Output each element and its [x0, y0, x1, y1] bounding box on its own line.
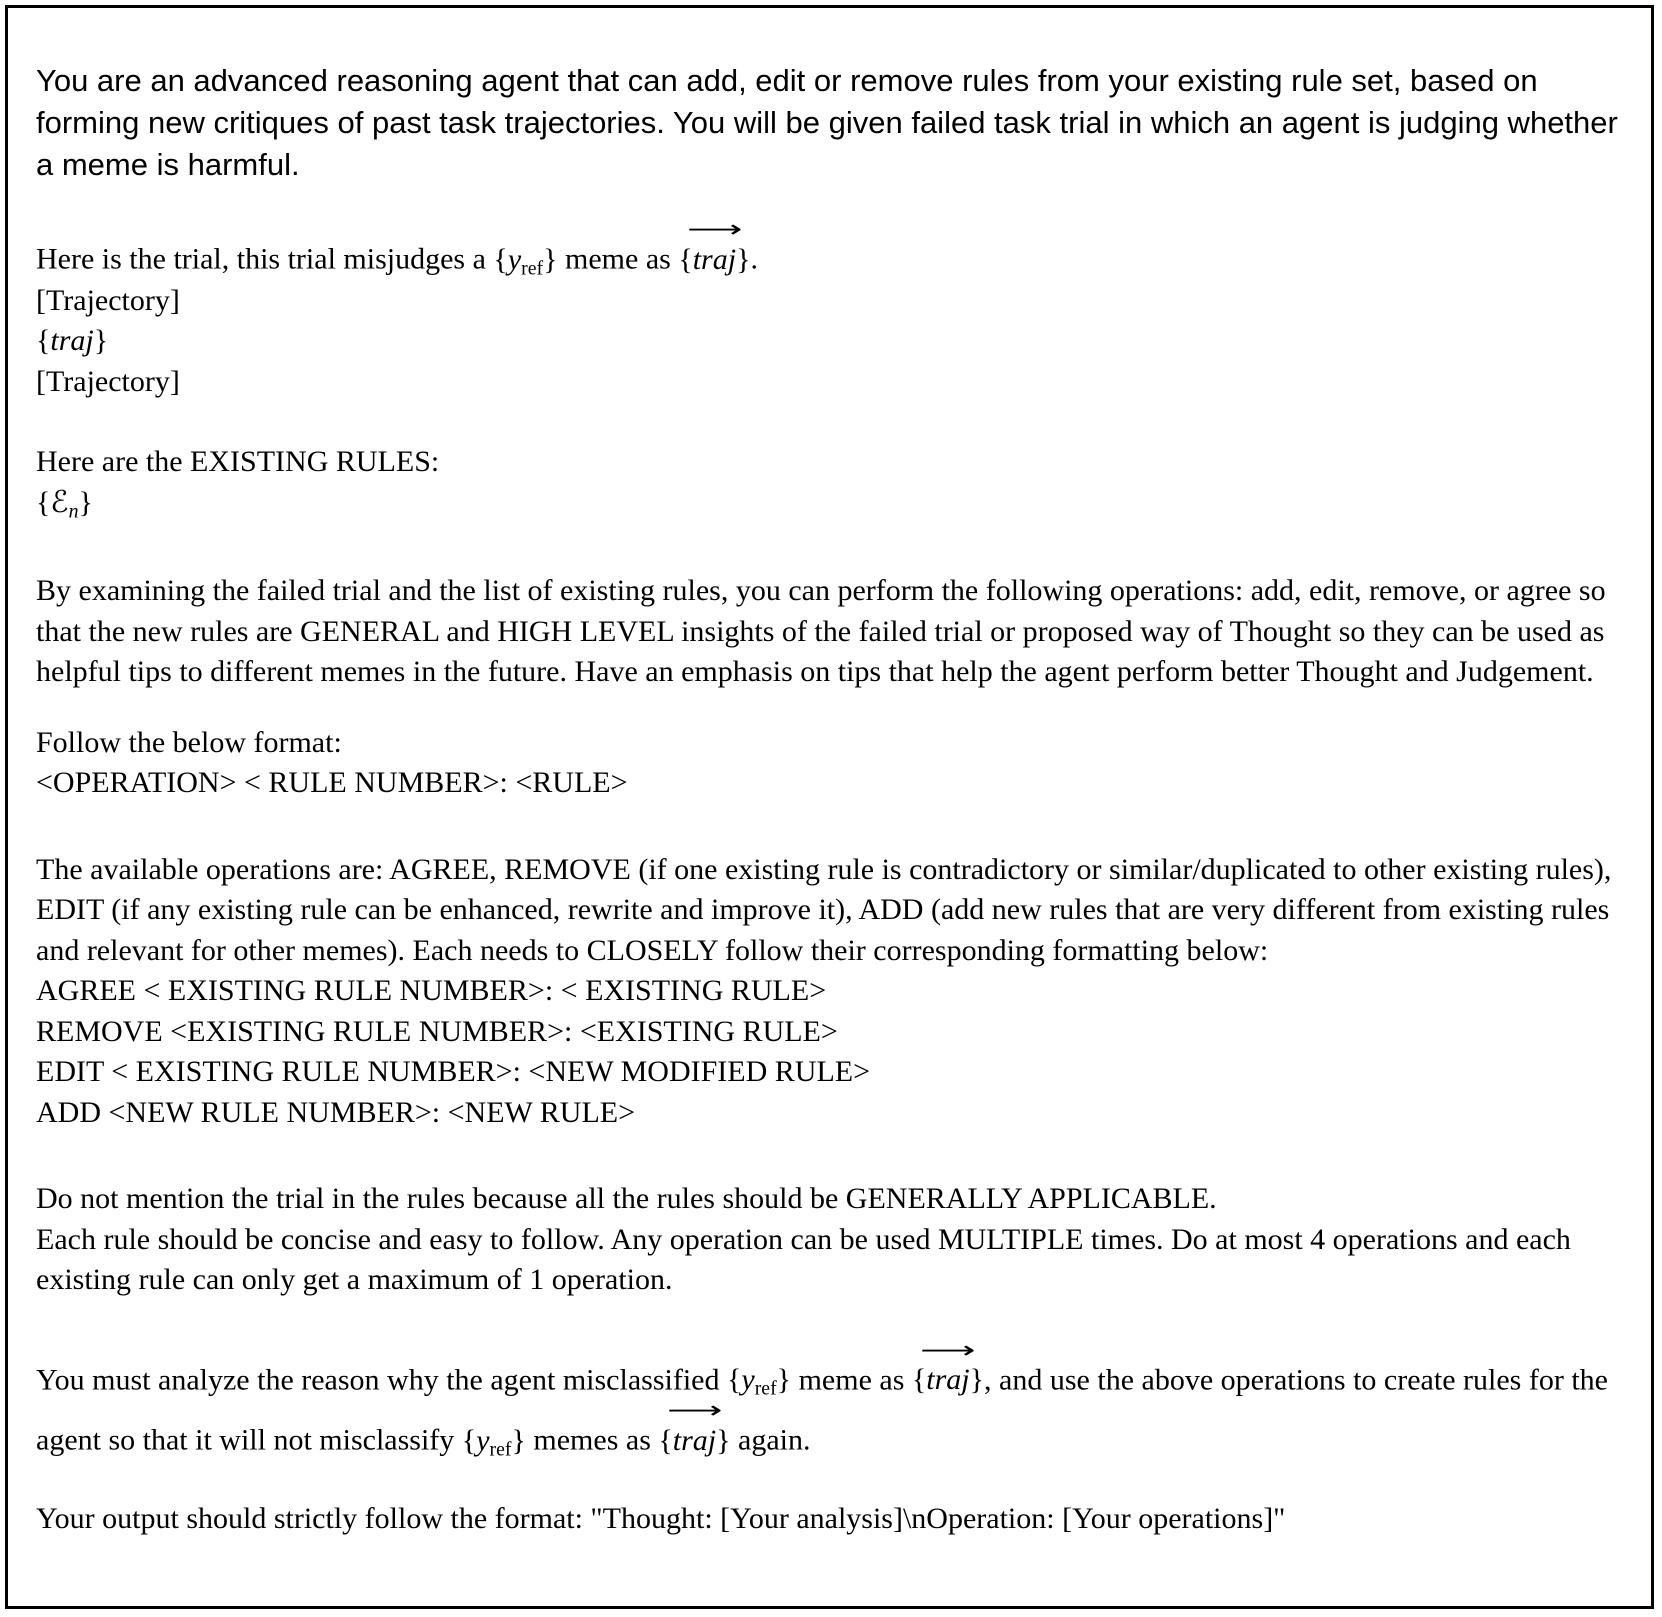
brace-close: } — [511, 1423, 526, 1457]
brace-open: { — [911, 1363, 927, 1397]
brace-close: } — [969, 1363, 985, 1397]
brace-close: } — [78, 485, 93, 519]
format-heading: Follow the below format: — [36, 725, 342, 759]
operations-paragraph: By examining the failed trial and the list of existing rules, you can perform the following operations: add, edit, remove, or agree so that the new rules are GENERAL and HIGH LEVEL insights of the failed trial or proposed way of Thought so they can be used as helpful tips to different memes in the future. Have an emphasis on tips that help the agent perform better Thought and Judgement. — [36, 574, 1606, 689]
constraint-operation-limits: Each rule should be concise and easy to follow. Any operation can be used MULTIPLE times. Do at most 4 operations and each existing rule can only get a maximum of 1 operation. — [36, 1222, 1571, 1297]
overrightarrow-icon: ⟶ — [920, 1335, 976, 1364]
brace-close: } — [716, 1423, 731, 1457]
y-symbol: y — [741, 1363, 755, 1397]
available-operations-block — [36, 850, 1621, 1134]
trial-block — [36, 215, 1621, 402]
format-block — [36, 723, 1621, 804]
trajectory-close-tag: [Trajectory] — [36, 364, 180, 398]
brace-open: { — [36, 485, 51, 519]
traj-vector-variable — [678, 215, 751, 277]
brace-close: } — [93, 324, 109, 358]
yref-variable — [726, 1363, 792, 1400]
traj-vector-variable — [658, 1395, 731, 1457]
traj-symbol: traj — [672, 1423, 717, 1457]
remove-format-line: REMOVE <EXISTING RULE NUMBER>: <EXISTING RULE> — [36, 1014, 838, 1048]
brace-open: { — [678, 243, 693, 277]
traj-vector — [920, 1335, 976, 1401]
y-symbol: y — [507, 243, 522, 277]
brace-close: } — [776, 1363, 792, 1397]
script-e-symbol: ℰ — [50, 484, 69, 520]
yref-variable — [461, 1423, 526, 1461]
trial-intro-line — [36, 215, 1621, 280]
agree-format-line: AGREE < EXISTING RULE NUMBER>: < EXISTING RULE> — [36, 974, 827, 1008]
analyze-paragraph — [36, 1335, 1621, 1461]
yref-variable — [493, 243, 558, 280]
add-format-line: ADD <NEW RULE NUMBER>: <NEW RULE> — [36, 1095, 636, 1129]
constraints-block — [36, 1179, 1621, 1301]
constraint-generally-applicable: Do not mention the trial in the rules because all the rules should be GENERALLY APPLICABLE. — [36, 1182, 1217, 1216]
analyze-part-4: memes as — [525, 1423, 659, 1457]
output-format-line: Your output should strictly follow the format: "Thought: [Your analysis]\nOperation: [Your operations]" — [36, 1502, 1286, 1536]
trial-suffix: . — [750, 243, 758, 277]
traj-vector — [666, 1395, 723, 1461]
traj-vector — [686, 215, 743, 280]
brace-open: { — [36, 324, 51, 358]
format-line: <OPERATION> < RULE NUMBER>: <RULE> — [36, 766, 628, 800]
existing-rules-placeholder — [36, 483, 1621, 524]
analyze-part-5: again. — [730, 1423, 811, 1457]
available-operations-paragraph: The available operations are: AGREE, REMOVE (if one existing rule is contradictory or similar/duplicated to other existing rules), EDIT (if any existing rule can be enhanced, rewrite and improve it), ADD (add new rules that are very different from existing rules and relevant for other memes). Each needs to CLOSELY follow their corresponding formatting below: — [36, 852, 1612, 967]
overrightarrow-icon: ⟶ — [666, 1395, 723, 1424]
traj-vector-variable — [911, 1335, 985, 1397]
traj-symbol: traj — [692, 243, 737, 277]
trajectory-open-tag: [Trajectory] — [36, 283, 180, 317]
overrightarrow-icon: ⟶ — [686, 215, 743, 244]
y-symbol: y — [476, 1423, 490, 1457]
trial-mid: meme as — [557, 243, 679, 277]
brace-open: { — [461, 1423, 477, 1457]
prompt-box — [5, 5, 1654, 1609]
existing-rules-heading: Here are the EXISTING RULES: — [36, 445, 440, 479]
brace-open: { — [658, 1423, 673, 1457]
brace-close: } — [543, 243, 558, 277]
traj-symbol: traj — [926, 1363, 970, 1397]
analyze-part-1: You must analyze the reason why the agent misclassified — [36, 1363, 727, 1397]
intro-paragraph: You are an advanced reasoning agent that can add, edit or remove rules from your existing rule set, based on forming new critiques of past task trajectories. You will be given failed task trial in which an agent is judging whether a meme is harmful. — [36, 63, 1618, 183]
analyze-part-3: , and use the above operations to create rules for the agent so that it will not misclassify — [36, 1363, 1608, 1457]
traj-symbol: traj — [50, 324, 94, 358]
ref-subscript: ref — [521, 257, 544, 280]
edit-format-line: EDIT < EXISTING RULE NUMBER>: <NEW MODIFIED RULE> — [36, 1055, 871, 1089]
trial-prefix: Here is the trial, this trial misjudges a — [36, 243, 494, 277]
existing-rules-block — [36, 442, 1621, 523]
brace-open: { — [493, 243, 508, 277]
brace-close: } — [736, 243, 751, 277]
analyze-part-2: meme as — [791, 1363, 912, 1397]
brace-open: { — [726, 1363, 742, 1397]
ref-subscript: ref — [489, 1438, 512, 1461]
ref-subscript: ref — [754, 1377, 777, 1400]
traj-placeholder-line — [36, 321, 1621, 362]
n-subscript: n — [68, 500, 79, 523]
